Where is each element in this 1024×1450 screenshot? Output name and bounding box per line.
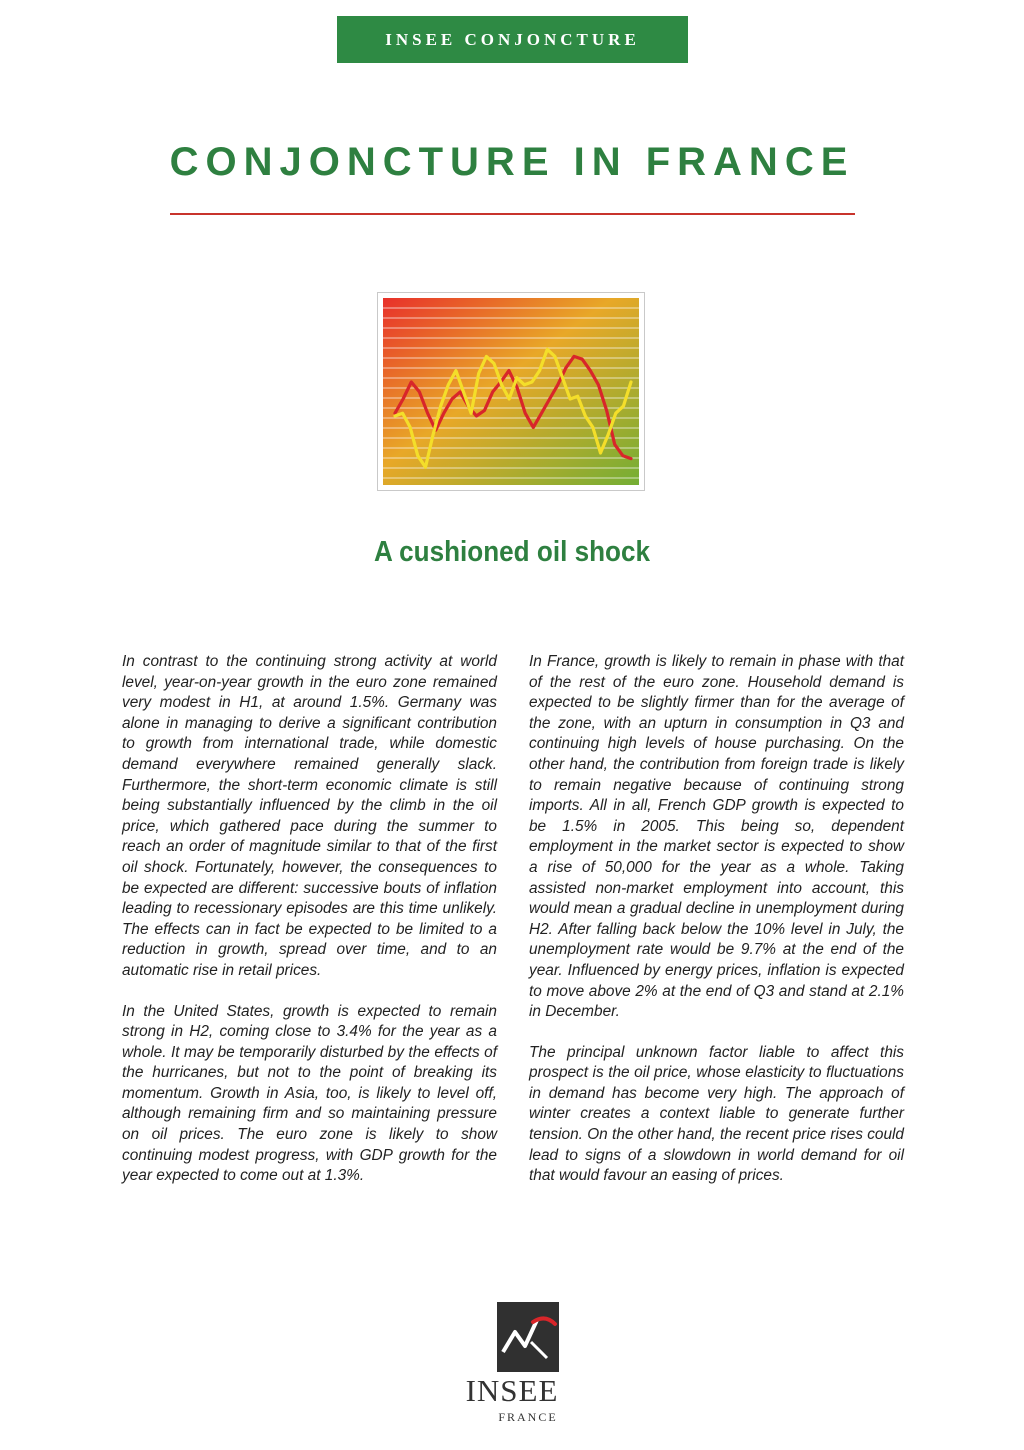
decorative-line-chart-icon [383, 298, 639, 485]
decorative-chart-illustration [377, 292, 645, 491]
insee-logo-icon [497, 1302, 559, 1372]
logo-wordmark: INSEE [465, 1373, 559, 1408]
paragraph-world-economy: In contrast to the continuing strong activity at world level, year-on-year growth in the euro zone remained very modest in H1, at around 1.5%. Germany was alone in managing to derive a significant contribution to growth from international trade, while domestic demand everywhere remained generally slack. Furthermore, the short-term economic climate is still being substantially influenced by the climb in the oil price, which gathered pace during the summer to reach an order of magnitude similar to that of the first oil shock. Fortunately, however, the consequences to be expected are different: successive bouts of inflation leading to recessionary episodes are this time unlikely. The effects can in fact be expected to be limited to a reduction in growth, spread over time, and to an automatic rise in retail prices. [122, 653, 497, 979]
page-title: CONJONCTURE IN FRANCE [169, 140, 855, 184]
article-headline: A cushioned oil shock [373, 536, 651, 568]
header-banner: INSEE CONJONCTURE [337, 16, 688, 63]
paragraph-france-outlook: In France, growth is likely to remain in phase with that of the rest of the euro zone. Household demand is expected to be slightly firmer than for the average of the zone, with an upturn in consumption in Q3 and continuing high levels of house purchasing. On the other hand, the contribution from foreign trade is likely to remain negative because of continuing strong imports. All in all, French GDP growth is expected to be 1.5% in 2005. This being so, dependent employment in the market sector is expected to show a rise of 50,000 for the year as a whole. Taking assisted non-market employment into account, this would mean a gradual decline in unemployment during H2. After falling back below the 10% level in July, the unemployment rate would be 9.7% at the end of the year. Influenced by energy prices, inflation is expected to move above 2% at the end of Q3 and stand at 2.1% in December. [529, 653, 904, 1021]
left-column [122, 652, 497, 1207]
right-column [529, 652, 904, 1207]
logo-country: FRANCE [498, 1410, 558, 1424]
insee-logo [460, 1302, 564, 1427]
paragraph-us-asia-euro: In the United States, growth is expected to remain strong in H2, coming close to 3.4% for the year as a whole. It may be temporarily disturbed by the effects of the hurricanes, but not to the point of breaking its momentum. Growth in Asia, too, is likely to level off, although remaining firm and so maintaining pressure on oil prices. The euro zone is likely to show continuing modest progress, with GDP growth for the year expected to come out at 1.3%. [122, 1002, 497, 1185]
paragraph-oil-risk: The principal unknown factor liable to affect this prospect is the oil price, whose elasticity to fluctuations in demand has become very high. The approach of winter creates a context liable to generate further tension. On the other hand, the recent price rises could lead to signs of a slowdown in world demand for oil that would favour an easing of prices. [529, 1043, 904, 1185]
title-divider [170, 213, 855, 215]
